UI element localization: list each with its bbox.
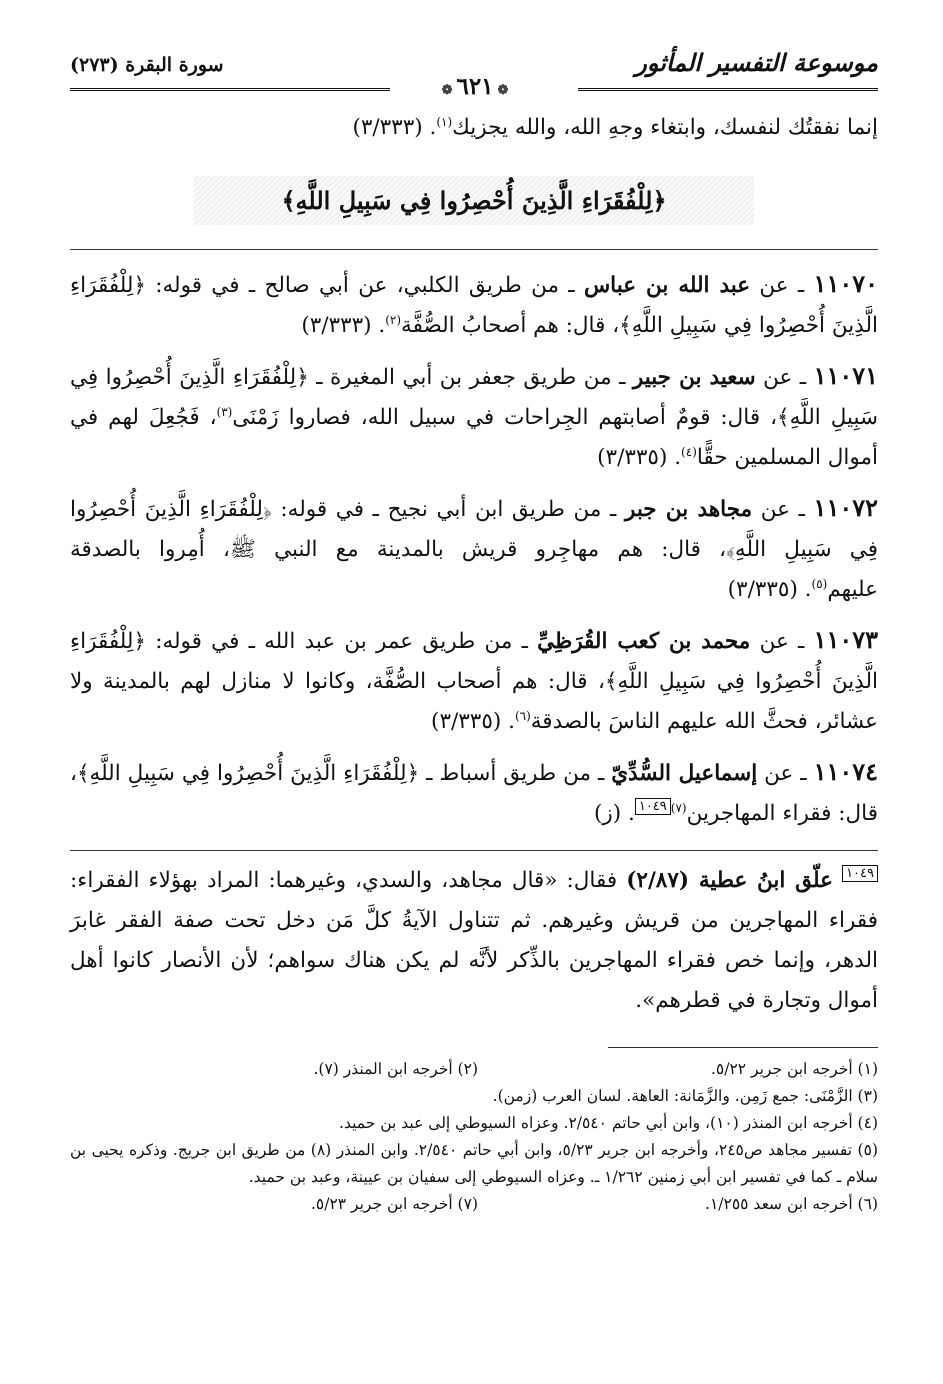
surah-label: سورة البقرة (٢٧٣) — [70, 54, 224, 76]
page-number-block — [400, 73, 550, 100]
source-ref: . (٣/٣٣٣) — [301, 313, 386, 338]
narration-entry — [70, 616, 878, 748]
footnote-3: (٣) الزَّمْنَى: جمع زَمِن. والزَّمَانة: العاهة. لسان العرب (زمن). — [492, 1087, 878, 1105]
footnote-row — [70, 1056, 878, 1083]
footnotes — [70, 1056, 878, 1218]
commentary-text: فقال: «قال مجاهد، والسدي، وغيرهما: المراد بهؤلاء الفقراء: فقراء المهاجرين من قريش وغيرهم. ثم تتناول الآيةُ كلَّ مَن دخل تحت صفة الفقر غابرَ الدهر، وإنما خص فقراء المهاجرين بالذِّكر لأنَّه لم يكن هناك سواهم؛ لأن الأنصار كانوا أهل أموال وتجارة في قطرهم». — [70, 868, 878, 1013]
entry-number: ١١٠٧٣ — [813, 625, 879, 654]
commentary-number-box: ١٠٤٩ — [842, 865, 878, 882]
narrator-name: عبد الله بن عباس — [583, 273, 751, 298]
entry-text: ـ من طريق أسباط ـ ﴿لِلْفُقَرَاءِ الَّذِينَ أُحْصِرُوا فِي سَبِيلِ اللَّهِ﴾، قال: فقراء المهاجرين — [70, 761, 878, 826]
entry-number: ١١٠٧٤ — [813, 757, 879, 786]
verse-heading: ﴿لِلْفُقَرَاءِ الَّذِينَ أُحْصِرُوا فِي سَبِيلِ اللَّهِ﴾ — [194, 176, 754, 225]
footnote-4: (٤) أخرجه ابن المنذر (١٠)، وابن أبي حاتم ٢/٥٤٠. وعزاه السيوطي إلى عبد بن حميد. — [339, 1114, 878, 1132]
footnote-1: (١) أخرجه ابن جرير ٥/٢٢. — [710, 1060, 878, 1078]
source-ref: . (٣/٣٣٥) — [727, 577, 812, 602]
footnote-marker[interactable]: (٣) — [216, 404, 233, 419]
footnote-6: (٦) أخرجه ابن سعد ١/٢٥٥. — [705, 1195, 878, 1213]
page-number: ٦٢١ — [456, 73, 494, 100]
source-ref: . (٣/٣٣٣) — [352, 115, 437, 140]
entry-number: ١١٠٧١ — [813, 361, 879, 390]
footnote-7: (٧) أخرجه ابن جرير ٥/٢٣. — [310, 1195, 478, 1213]
book-title: موسوعة التفسير المأثور — [635, 48, 878, 77]
entry-number: ١١٠٧٢ — [813, 493, 878, 522]
source-ref: . (٣/٣٣٥) — [431, 709, 515, 734]
entry-text: ـ من طريق ابن أبي نجيح ـ في قوله: ﴿لِلْفُقَرَاءِ الَّذِينَ أُحْصِرُوا فِي سَبِيلِ اللَّهِ﴾، قال: هم مهاجِرو قريش بالمدينة مع النبي ﷺ، أُمِروا بالصدقة عليهم — [70, 497, 878, 602]
footnote-marker[interactable]: (١) — [436, 114, 453, 129]
narration-entry — [70, 748, 878, 840]
footnote-row — [70, 1191, 878, 1218]
intro-text: إنما نفقتُك لنفسك، وابتغاء وجهِ الله، والله يجزيك — [452, 115, 878, 140]
entry-prefix: ـ عن — [750, 273, 814, 298]
running-header — [70, 40, 878, 100]
footnote-marker[interactable]: (٥) — [811, 576, 828, 591]
source-ref: . (ز) — [594, 801, 635, 826]
intro-line — [70, 108, 878, 148]
commentary-divider — [70, 850, 878, 851]
commentary-block — [70, 861, 878, 1021]
narrator-name: محمد بن كعب القُرَظِيِّ — [537, 629, 751, 654]
ornament-icon: ❁ — [441, 83, 453, 98]
header-rule-right — [578, 88, 878, 91]
entry-text-continued: ، فَجُعِلَ لهم في أموال المسلمين حقًّا — [70, 405, 878, 470]
footnote-marker[interactable]: (٦) — [514, 708, 531, 723]
narrator-name: مجاهد بن جبر — [624, 497, 753, 522]
book-page — [70, 40, 878, 1218]
narration-entry — [70, 352, 878, 484]
source-ref: . (٣/٣٣٥) — [597, 445, 682, 470]
commentary-author: علّق ابنُ عطية — [698, 868, 833, 893]
entry-prefix: ـ عن — [757, 761, 814, 786]
entry-prefix: ـ عن — [755, 365, 814, 390]
footnote-marker[interactable]: (٤) — [681, 444, 697, 459]
section-divider — [70, 249, 878, 250]
commentary-link-box[interactable]: ١٠٤٩ — [635, 798, 671, 815]
footnote-marker[interactable]: (٧) — [670, 800, 687, 815]
narration-entry — [70, 260, 878, 352]
footnote-divider — [608, 1047, 878, 1048]
entry-text: ـ من طريق جعفر بن أبي المغيرة ـ ﴿لِلْفُقَرَاءِ الَّذِينَ أُحْصِرُوا فِي سَبِيلِ اللَّهِ﴾، قال: قومٌ أصابتهم الجِراحات في سبيل الله، فصاروا زَمْنَى — [70, 365, 878, 430]
commentary-ref: (٢/٨٧) — [626, 868, 699, 893]
footnote-marker[interactable]: (٢) — [385, 312, 402, 327]
footnote-5: (٥) تفسير مجاهد ص٢٤٥، وأخرجه ابن جرير ٥/٢٣، وابن أبي حاتم ٢/٥٤٠. وابن المنذر (٨) من طريق ابن جريج. وذكره يحيى بن سلام ـ كما في تفسير ابن أبي زمنين ١/٢٦٢ ـ. وعزاه السيوطي إلى سفيان بن عيينة، وعبد بن حميد. — [70, 1141, 878, 1186]
entry-text: ـ من طريق عمر بن عبد الله ـ في قوله: ﴿لِلْفُقَرَاءِ الَّذِينَ أُحْصِرُوا فِي سَبِيلِ اللَّهِ﴾، قال: هم أصحاب الصُّفَّة، وكانوا لا منازل لهم بالمدينة ولا عشائر، فحثَّ الله عليهم الناسَ بالصدقة — [70, 629, 878, 734]
entry-number: ١١٠٧٠ — [813, 269, 878, 298]
footnote-2: (٢) أخرجه ابن المنذر (٧). — [313, 1060, 478, 1078]
entry-text: ـ من طريق الكلبي، عن أبي صالح ـ في قوله: ﴿لِلْفُقَرَاءِ الَّذِينَ أُحْصِرُوا فِي سَبِيلِ اللَّهِ﴾، قال: هم أصحابُ الصُّفَّة — [70, 273, 878, 338]
ornament-icon: ❁ — [497, 83, 509, 98]
header-rule-left — [70, 88, 390, 91]
entry-prefix: ـ عن — [752, 497, 814, 522]
narration-entry — [70, 484, 878, 616]
entry-prefix: ـ عن — [750, 629, 814, 654]
narrator-name: إسماعيل السُّدِّيّ — [611, 761, 758, 786]
narrator-name: سعيد بن جبير — [632, 365, 756, 390]
